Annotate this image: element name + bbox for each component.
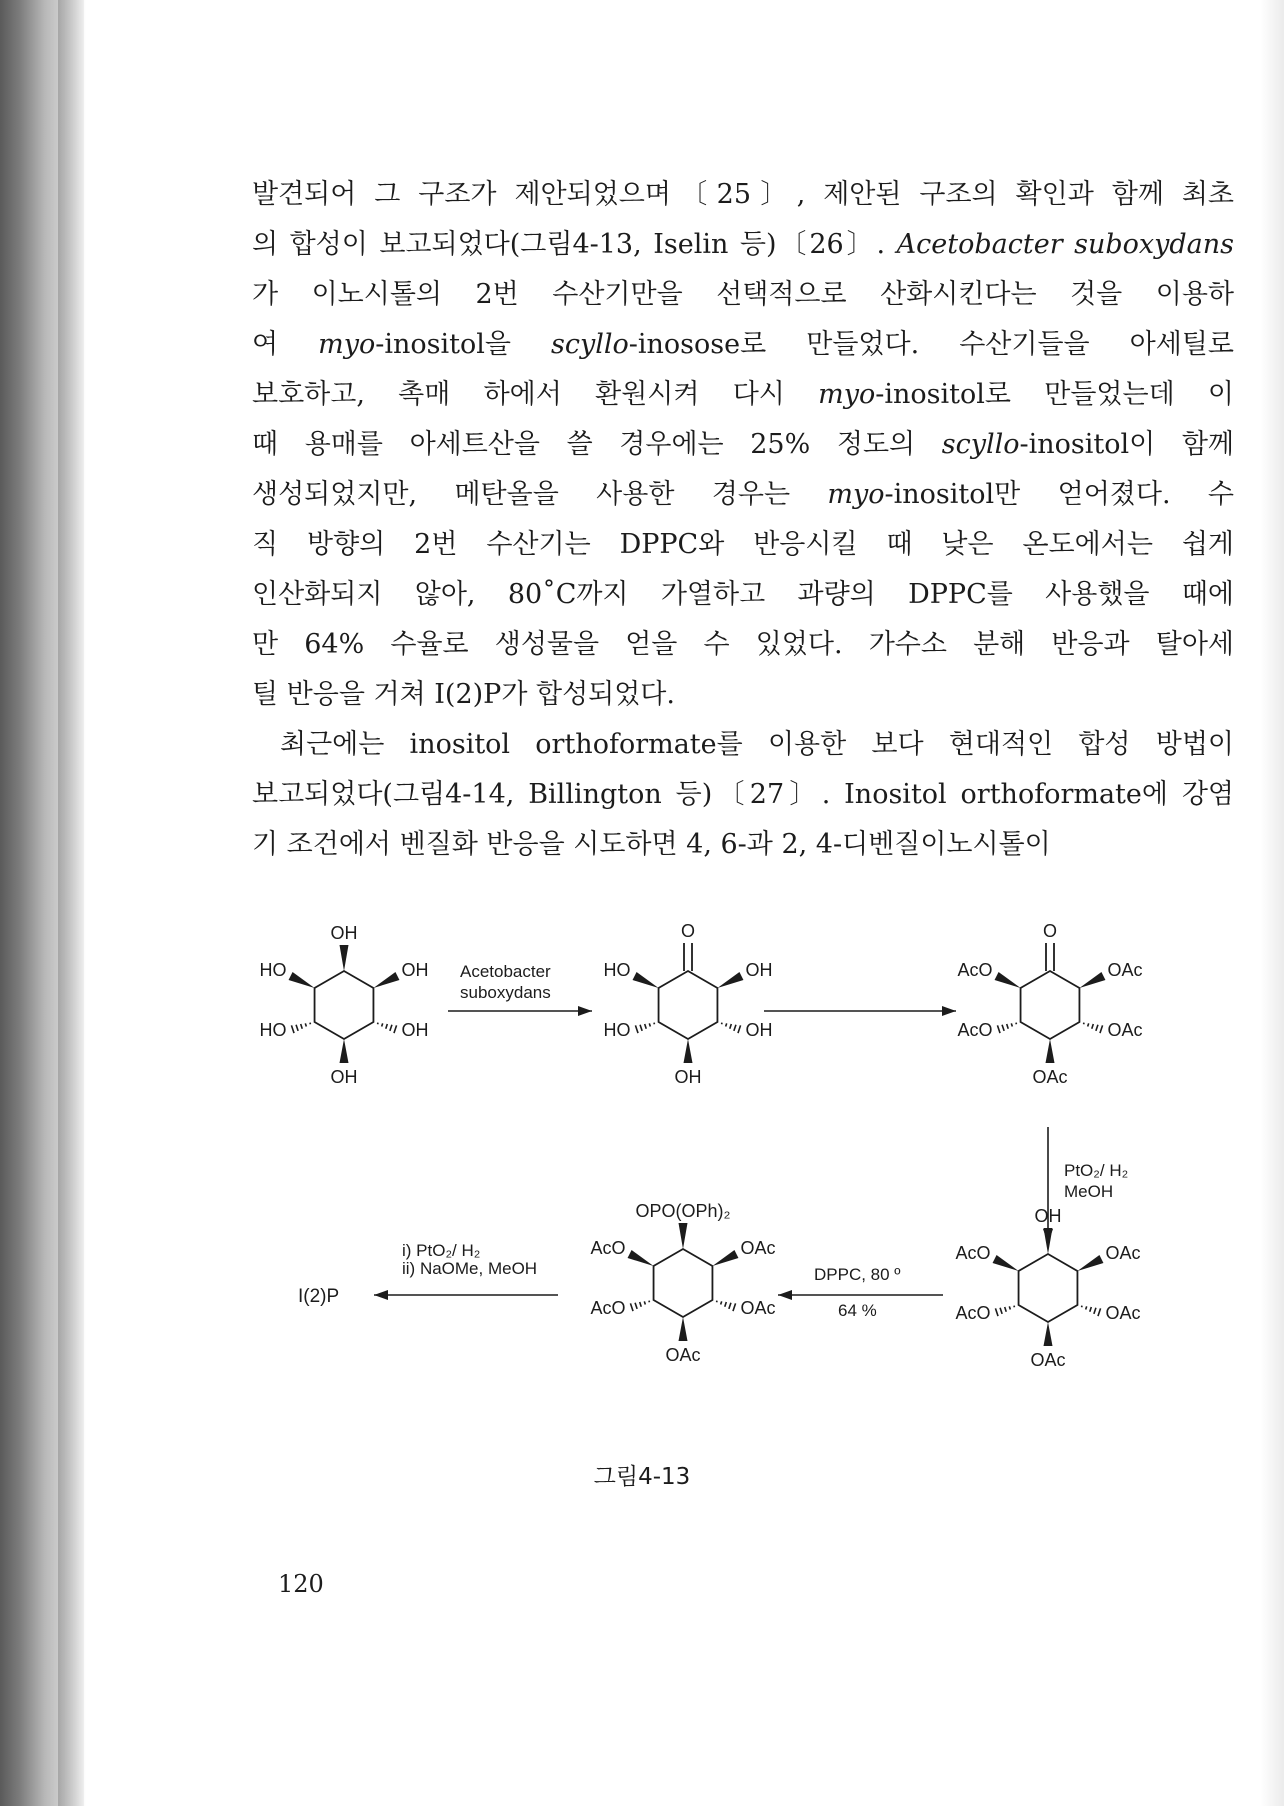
wedge-bond bbox=[712, 1250, 738, 1266]
atom-label: OPO(OPh)₂ bbox=[635, 1201, 731, 1221]
wedge-bond bbox=[340, 945, 349, 971]
text-line bbox=[252, 320, 1234, 370]
atom-label: O bbox=[1042, 921, 1058, 941]
hashed-bond bbox=[1082, 1306, 1101, 1316]
atom-label: OAc bbox=[1107, 960, 1143, 980]
paragraph-1 bbox=[252, 170, 1234, 720]
text-run: 인산화되지 않아, 80˚C까지 가열하고 과량의 DPPC를 사용했을 때에 bbox=[252, 579, 1234, 610]
atom-label: OAc bbox=[740, 1298, 776, 1318]
wedge-bond bbox=[995, 972, 1021, 988]
arrow-oxidation-head bbox=[578, 1006, 592, 1016]
atom-label: AcO bbox=[590, 1238, 626, 1258]
wedge-bond bbox=[684, 1039, 693, 1063]
wedge-bond bbox=[993, 1255, 1019, 1271]
text-run: -inositol만 얻어졌다. 수 bbox=[884, 479, 1234, 510]
body-text bbox=[252, 170, 1234, 870]
atom-label: OAc bbox=[665, 1345, 701, 1365]
hashed-bond bbox=[378, 1023, 397, 1033]
atom-label: O bbox=[680, 921, 696, 941]
atom-label: HO bbox=[603, 1020, 631, 1040]
reagent-label: PtO₂/ H₂ bbox=[1064, 1161, 1129, 1180]
atom-label: OAc bbox=[1105, 1303, 1141, 1323]
text-line bbox=[252, 770, 1234, 820]
arrow-acetylation-head bbox=[942, 1006, 956, 1016]
reagent-label: 64 % bbox=[838, 1301, 877, 1320]
wedge-bond bbox=[289, 972, 315, 988]
atom-label: HO bbox=[603, 960, 631, 980]
atom-label: OH bbox=[745, 960, 773, 980]
wedge-bond bbox=[717, 972, 743, 988]
cyclohexane-ring bbox=[1019, 1254, 1078, 1322]
atom-label: AcO bbox=[957, 960, 993, 980]
hashed-bond bbox=[630, 1301, 649, 1311]
cyclohexane-ring bbox=[1021, 971, 1080, 1039]
wedge-bond bbox=[1044, 1228, 1053, 1254]
text-run: 보호하고, 촉매 하에서 환원시켜 다시 bbox=[252, 379, 819, 410]
hashed-bond bbox=[291, 1023, 310, 1033]
text-line bbox=[252, 420, 1234, 470]
text-run: -inositol을 bbox=[375, 329, 552, 360]
atom-label: OAc bbox=[1032, 1067, 1068, 1087]
text-run: -inosose로 만들었다. 수산기들을 아세틸로 bbox=[628, 329, 1234, 360]
wedge-bond bbox=[679, 1223, 688, 1249]
reagent-label: suboxydans bbox=[460, 983, 551, 1002]
arrow-phosphorylation-head bbox=[778, 1290, 792, 1300]
atom-label: OH bbox=[745, 1020, 773, 1040]
atom-label: OAc bbox=[1107, 1020, 1143, 1040]
text-line bbox=[252, 820, 1234, 870]
text-run: 발견되어 그 구조가 제안되었으며〔25〕, 제안된 구조의 확인과 함께 최초 bbox=[252, 179, 1234, 210]
text-line bbox=[252, 620, 1234, 670]
wedge-bond bbox=[1077, 1255, 1103, 1271]
reaction-scheme-figure bbox=[148, 905, 1180, 1370]
hashed-bond bbox=[1084, 1023, 1103, 1033]
text-run: -inositol로 만들었는데 이 bbox=[875, 379, 1235, 410]
atom-label: OAc bbox=[740, 1238, 776, 1258]
italic-term: Acetobacter suboxydans bbox=[896, 229, 1234, 260]
text-line bbox=[252, 570, 1234, 620]
atom-label: OH bbox=[1034, 1206, 1062, 1226]
paragraph-2 bbox=[252, 720, 1234, 870]
cyclohexane-ring bbox=[315, 971, 374, 1039]
figure-caption: 그림4-13 bbox=[593, 1464, 691, 1490]
wedge-bond bbox=[1046, 1039, 1055, 1063]
italic-term: myo bbox=[827, 479, 885, 510]
atom-label: OH bbox=[401, 1020, 429, 1040]
italic-term: scyllo bbox=[941, 429, 1020, 460]
arrow-deprotection-head bbox=[374, 1290, 388, 1300]
book-page bbox=[84, 0, 1264, 1806]
text-run: 보고되었다(그림4-14, Billington 등)〔27〕. Inositol orthoformate에 강염 bbox=[252, 779, 1234, 810]
text-line bbox=[252, 170, 1234, 220]
page-number: 120 bbox=[278, 1570, 324, 1598]
wedge-bond bbox=[1079, 972, 1105, 988]
hashed-bond bbox=[635, 1023, 654, 1033]
text-line bbox=[252, 720, 1234, 770]
text-run: 때 용매를 아세트산을 쓸 경우에는 25% 정도의 bbox=[252, 429, 942, 460]
reagent-label: DPPC, 80 º bbox=[814, 1265, 901, 1284]
text-line bbox=[252, 520, 1234, 570]
reagent-label: ii) NaOMe, MeOH bbox=[402, 1259, 538, 1278]
atom-label: OAc bbox=[1105, 1243, 1141, 1263]
text-line bbox=[252, 670, 1234, 720]
text-run: 가 이노시톨의 2번 수산기만을 선택적으로 산화시킨다는 것을 이용하 bbox=[252, 279, 1234, 310]
text-run: 만 64% 수율로 생성물을 얻을 수 있었다. 가수소 분해 반응과 탈아세 bbox=[252, 629, 1234, 660]
atom-label: AcO bbox=[590, 1298, 626, 1318]
text-run: 기 조건에서 벤질화 반응을 시도하면 4, 6-과 2, 4-디벤질이노시톨이 bbox=[252, 829, 1051, 860]
atom-label: AcO bbox=[955, 1303, 991, 1323]
reagent-label: MeOH bbox=[1064, 1182, 1114, 1201]
text-run: 최근에는 inositol orthoformate를 이용한 보다 현대적인 합성 방법이 bbox=[280, 729, 1234, 760]
atom-label: AcO bbox=[955, 1243, 991, 1263]
hashed-bond bbox=[997, 1023, 1016, 1033]
hashed-bond bbox=[995, 1306, 1014, 1316]
cyclohexane-ring bbox=[659, 971, 718, 1039]
text-run: 생성되었지만, 메탄올을 사용한 경우는 bbox=[252, 479, 828, 510]
atom-label: AcO bbox=[957, 1020, 993, 1040]
atom-label: HO bbox=[259, 1020, 287, 1040]
text-run: 여 bbox=[252, 329, 319, 360]
italic-term: myo bbox=[318, 329, 376, 360]
atom-label: OH bbox=[401, 960, 429, 980]
product-label: I(2)P bbox=[298, 1286, 340, 1307]
text-run: 틸 반응을 거쳐 I(2)P가 합성되었다. bbox=[252, 679, 675, 710]
wedge-bond bbox=[373, 972, 399, 988]
text-line bbox=[252, 220, 1234, 270]
text-run: 직 방향의 2번 수산기는 DPPC와 반응시킬 때 낮은 온도에서는 쉽게 bbox=[252, 529, 1234, 560]
wedge-bond bbox=[628, 1250, 654, 1266]
atom-label: HO bbox=[259, 960, 287, 980]
cyclohexane-ring bbox=[654, 1249, 713, 1317]
atom-label: OH bbox=[330, 923, 358, 943]
atom-label: OH bbox=[330, 1067, 358, 1087]
reaction-scheme bbox=[148, 905, 1180, 1370]
wedge-bond bbox=[633, 972, 659, 988]
reagent-label: Acetobacter bbox=[460, 962, 551, 981]
italic-term: scyllo bbox=[551, 329, 629, 360]
hashed-bond bbox=[717, 1301, 736, 1311]
text-run: -inositol이 함께 bbox=[1019, 429, 1234, 460]
reagent-label: i) PtO₂/ H₂ bbox=[402, 1241, 481, 1260]
text-line bbox=[252, 370, 1234, 420]
text-run: 의 합성이 보고되었다(그림4-13, Iselin 등)〔26〕. bbox=[252, 229, 897, 260]
text-line bbox=[252, 270, 1234, 320]
atom-label: OAc bbox=[1030, 1350, 1066, 1370]
wedge-bond bbox=[340, 1039, 349, 1063]
text-line bbox=[252, 470, 1234, 520]
atom-label: OH bbox=[674, 1067, 702, 1087]
hashed-bond bbox=[722, 1023, 741, 1033]
italic-term: myo bbox=[818, 379, 876, 410]
spine-edge-shadow bbox=[58, 0, 86, 1806]
